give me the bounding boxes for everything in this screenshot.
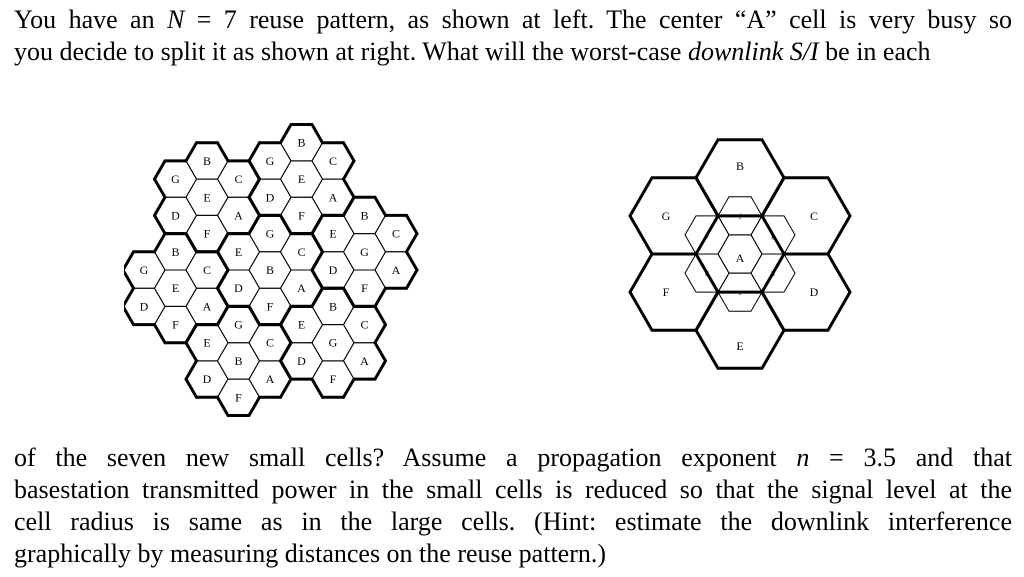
cell-label: F bbox=[203, 226, 211, 241]
cell-label: G bbox=[234, 317, 243, 332]
cell-split-figure bbox=[608, 98, 872, 428]
cell-label: G bbox=[328, 335, 338, 350]
cell-label: E bbox=[297, 172, 306, 187]
cell-label: G bbox=[171, 172, 180, 187]
large-cell-label: B bbox=[735, 158, 745, 173]
cell-label: C bbox=[297, 244, 306, 259]
cluster-border bbox=[281, 343, 292, 361]
small-cell-label: g bbox=[771, 231, 775, 240]
cluster-border bbox=[124, 252, 134, 270]
cluster-border bbox=[281, 379, 292, 397]
cell-label: C bbox=[360, 317, 369, 332]
cluster-border bbox=[375, 197, 386, 215]
large-cell-label: A bbox=[735, 251, 745, 265]
cell-label: E bbox=[203, 190, 211, 205]
cluster-border bbox=[312, 252, 323, 270]
cell-label: A bbox=[297, 281, 306, 296]
cluster-border bbox=[344, 197, 355, 215]
cluster-border bbox=[186, 143, 197, 161]
cluster-6 bbox=[249, 125, 354, 234]
cluster-border bbox=[407, 234, 418, 252]
cluster-border bbox=[218, 288, 229, 306]
cell-label: C bbox=[265, 335, 275, 350]
cell-label: A bbox=[360, 353, 369, 368]
cluster-border bbox=[375, 325, 386, 343]
cell-label: E bbox=[329, 226, 337, 241]
cell-label: B bbox=[265, 263, 275, 277]
cell-label: G bbox=[139, 263, 149, 277]
cluster-border bbox=[249, 161, 260, 179]
cluster-border bbox=[218, 234, 229, 252]
cell-label: C bbox=[202, 263, 212, 277]
cell-label: C bbox=[234, 172, 243, 187]
cell-label: A bbox=[234, 208, 243, 223]
cell-label: G bbox=[265, 153, 275, 168]
cluster-7 bbox=[312, 197, 417, 306]
cluster-border bbox=[407, 215, 418, 233]
cell-label: C bbox=[328, 153, 338, 168]
cluster-border bbox=[249, 143, 260, 161]
large-cell-hexagon bbox=[696, 140, 784, 216]
text-run: = 7 reuse pattern, as shown at left. The center “A” cell is very busy so bbox=[184, 5, 1013, 34]
large-cell-label: G bbox=[661, 208, 671, 223]
cell-label: D bbox=[202, 372, 212, 387]
cluster-border bbox=[186, 379, 197, 397]
cell-label: A bbox=[265, 372, 275, 387]
cluster-border bbox=[218, 397, 229, 415]
cell-label: E bbox=[234, 244, 243, 259]
cell-label: B bbox=[328, 299, 338, 314]
cluster-3 bbox=[186, 306, 291, 415]
intro-line-1 bbox=[14, 4, 1012, 36]
cell-label: G bbox=[265, 226, 275, 241]
cell-label: A bbox=[202, 299, 212, 314]
text-run: = 3.5 and that bbox=[809, 443, 1012, 472]
cell-label: B bbox=[234, 353, 243, 368]
cluster-border bbox=[407, 270, 418, 288]
text-run: cell radius is same as in the large cells. (Hint: estimate the downlink interference bbox=[14, 507, 1012, 536]
cluster-border bbox=[344, 379, 355, 397]
cell-label: B bbox=[360, 208, 369, 223]
cluster-2 bbox=[281, 288, 386, 397]
text-run: You have an bbox=[14, 5, 167, 34]
cell-label: A bbox=[391, 263, 401, 277]
cell-group bbox=[124, 125, 417, 416]
question-paragraph bbox=[14, 442, 1012, 570]
cluster-1 bbox=[218, 215, 323, 324]
cluster-border bbox=[186, 234, 197, 252]
small-cell-label: d bbox=[705, 270, 709, 279]
cell-label: B bbox=[171, 244, 180, 259]
large-cell-label: F bbox=[662, 285, 670, 300]
large-cell-label: E bbox=[736, 339, 744, 354]
cluster-border bbox=[312, 288, 323, 306]
cluster-border bbox=[312, 125, 323, 143]
cell-label: D bbox=[328, 263, 338, 277]
small-cell-label: c bbox=[738, 289, 742, 298]
cell-group bbox=[630, 140, 850, 369]
cluster-border bbox=[249, 215, 260, 233]
large-cell-hexagon bbox=[696, 292, 784, 368]
large-cell-label: C bbox=[809, 208, 819, 223]
cluster-border bbox=[155, 179, 166, 197]
cluster-border bbox=[249, 197, 260, 215]
cell-label: C bbox=[391, 226, 401, 241]
cell-label: D bbox=[297, 353, 306, 368]
small-cell-label: f bbox=[738, 212, 742, 221]
cluster-border bbox=[249, 306, 260, 324]
variable-N: N bbox=[167, 5, 185, 34]
cell-label: E bbox=[203, 335, 211, 350]
cluster-border bbox=[344, 288, 355, 306]
cluster-border bbox=[124, 270, 134, 288]
small-cell-label: b bbox=[771, 270, 775, 279]
cluster-border bbox=[124, 306, 134, 324]
intro-paragraph bbox=[14, 4, 1012, 68]
cell-label: E bbox=[171, 281, 180, 296]
cluster-border bbox=[249, 397, 260, 415]
large-cell-label: D bbox=[809, 285, 819, 300]
emphasis-downlink-si: downlink S/I bbox=[687, 37, 819, 66]
cluster-border bbox=[344, 143, 355, 161]
cell-label: D bbox=[265, 190, 275, 205]
cluster-border bbox=[186, 343, 197, 361]
cluster-border bbox=[281, 361, 292, 379]
cluster-border bbox=[218, 270, 229, 288]
cell-label: D bbox=[139, 299, 149, 314]
text-run: you decide to split it as shown at right. What will the worst-case bbox=[14, 37, 688, 66]
cluster-border bbox=[249, 179, 260, 197]
cluster-border bbox=[218, 143, 229, 161]
cluster-border bbox=[186, 361, 197, 379]
question-line-3 bbox=[14, 506, 1012, 538]
cluster-border bbox=[281, 325, 292, 343]
text-run: basestation transmitted power in the small cells is reduced so that the signal level at the bbox=[14, 475, 1012, 504]
cluster-border bbox=[312, 379, 323, 397]
text-run: be in each bbox=[818, 37, 931, 66]
cluster-border bbox=[281, 215, 292, 233]
variable-n: n bbox=[796, 443, 810, 472]
cell-label: E bbox=[297, 317, 306, 332]
cluster-border bbox=[375, 288, 386, 306]
text-run: of the seven new small cells? Assume a propagation exponent bbox=[14, 443, 797, 472]
small-cell-label: e bbox=[705, 231, 709, 240]
question-line-1 bbox=[14, 442, 1012, 474]
cluster-border bbox=[218, 306, 229, 324]
question-line-4 bbox=[14, 538, 1012, 570]
question-line-2 bbox=[14, 474, 1012, 506]
cell-label: F bbox=[172, 317, 179, 332]
cell-label: F bbox=[298, 208, 305, 223]
reuse-pattern-figure bbox=[124, 98, 504, 432]
cluster-border bbox=[155, 234, 166, 252]
cluster-border bbox=[218, 252, 229, 270]
text-run: graphically by measuring distances on the reuse pattern.) bbox=[14, 539, 607, 568]
cluster-border bbox=[281, 125, 292, 143]
cluster-border bbox=[375, 361, 386, 379]
cell-label: G bbox=[360, 244, 369, 259]
cluster-border bbox=[344, 179, 355, 197]
cluster-border bbox=[124, 288, 134, 306]
cluster-border bbox=[375, 343, 386, 361]
cluster-border bbox=[281, 306, 292, 324]
cluster-border bbox=[344, 161, 355, 179]
cell-label: F bbox=[235, 390, 242, 405]
cluster-border bbox=[312, 234, 323, 252]
cell-label: D bbox=[234, 281, 243, 296]
cluster-border bbox=[155, 197, 166, 215]
cluster-border bbox=[155, 325, 166, 343]
cell-label: F bbox=[361, 281, 368, 296]
cell-label: B bbox=[202, 153, 212, 168]
cluster-border bbox=[155, 215, 166, 233]
cluster-border bbox=[186, 325, 197, 343]
cell-label: A bbox=[328, 190, 338, 205]
cluster-border bbox=[155, 161, 166, 179]
cluster-border bbox=[312, 215, 323, 233]
cluster-border bbox=[375, 306, 386, 324]
intro-line-2 bbox=[14, 36, 1012, 68]
cell-label: B bbox=[297, 135, 306, 150]
cell-label: F bbox=[329, 372, 337, 387]
cell-label: F bbox=[266, 299, 274, 314]
cluster-4 bbox=[124, 234, 228, 343]
cluster-border bbox=[312, 270, 323, 288]
cluster-5 bbox=[155, 143, 260, 252]
cell-label: D bbox=[171, 208, 180, 223]
cluster-border bbox=[407, 252, 418, 270]
